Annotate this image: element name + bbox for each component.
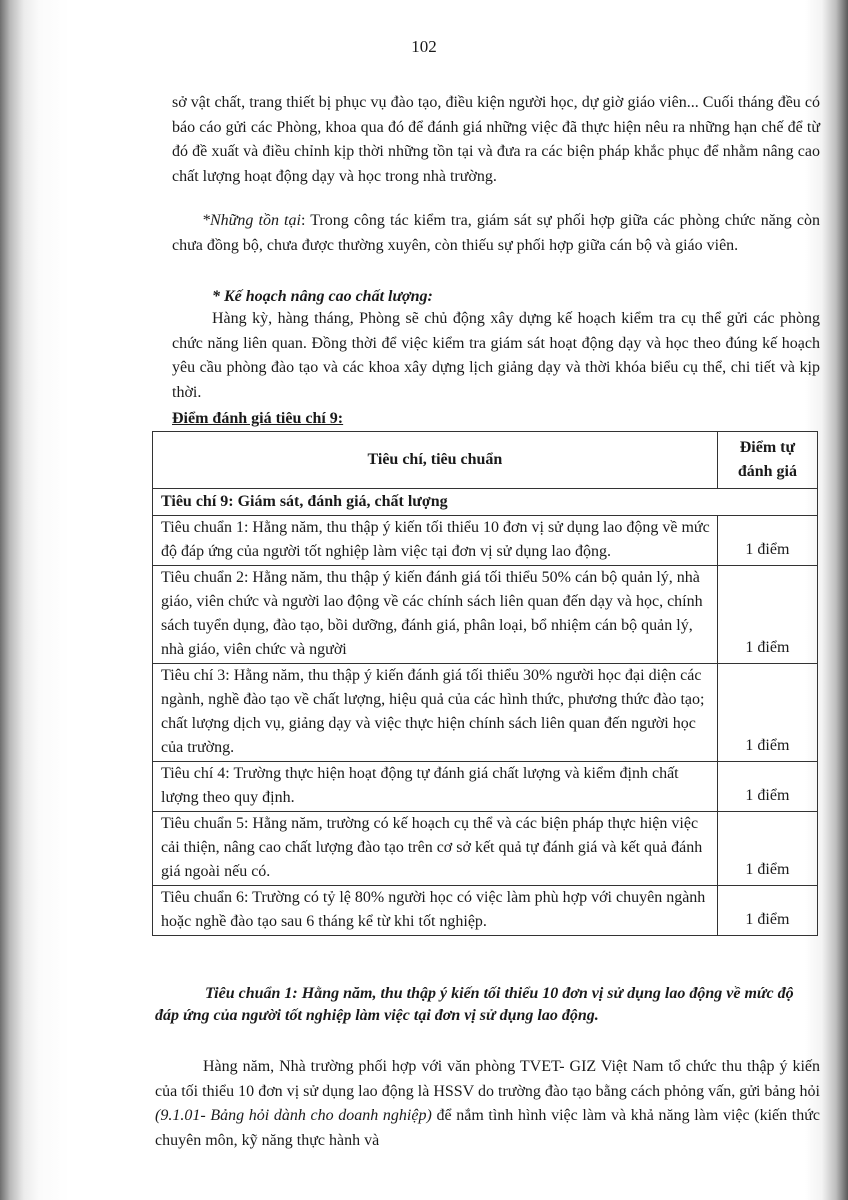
criterion-score: 1 điểm bbox=[717, 516, 817, 566]
criterion-score: 1 điểm bbox=[717, 762, 817, 812]
criterion-score: 1 điểm bbox=[717, 886, 817, 936]
criterion-text: Tiêu chuẩn 5: Hằng năm, trường có kế hoạch cụ thể và các biện pháp thực hiện việc cải thiện, nâng cao chất lượng đào tạo trên cơ sở kết quả tự đánh giá và kết quả đánh giá ngoài nếu có. bbox=[153, 812, 718, 886]
criterion-score: 1 điểm bbox=[717, 812, 817, 886]
score-column-header: Điểm tự đánh giá bbox=[717, 432, 817, 489]
table-group-row bbox=[153, 489, 818, 516]
intro-paragraph: sở vật chất, trang thiết bị phục vụ đào tạo, điều kiện người học, dự giờ giáo viên... Cuối tháng đều có báo cáo gửi các Phòng, khoa qua đó để đánh giá những việc đã thực hiện nêu ra những hạn chế để từ đó đề xuất và điều chỉnh kịp thời những tồn tại và đưa ra các biện pháp khắc phục để nhằm nâng cao chất lượng hoạt động dạy và học trong nhà trường. bbox=[172, 94, 820, 185]
criterion-score: 1 điểm bbox=[717, 664, 817, 762]
criterion-score: 1 điểm bbox=[717, 566, 817, 664]
plan-heading bbox=[172, 285, 820, 310]
table-row bbox=[153, 664, 818, 762]
table-row bbox=[153, 762, 818, 812]
criteria-table bbox=[152, 431, 818, 936]
table-header-row bbox=[153, 432, 818, 489]
criteria-column-header: Tiêu chí, tiêu chuẩn bbox=[153, 432, 718, 489]
closing-text-after: để nắm tình hình việc làm và khả năng làm việc (kiến thức chuyên môn, kỹ năng thực hành và bbox=[155, 1107, 820, 1149]
closing-paragraph bbox=[155, 1055, 820, 1153]
criterion-text: Tiêu chuẩn 6: Trường có tỷ lệ 80% người học có việc làm phù hợp với chuyên ngành hoặc nghề đào tạo sau 6 tháng kể từ khi tốt nghiệp. bbox=[153, 886, 718, 936]
table-row bbox=[153, 886, 818, 936]
criterion-text: Tiêu chuẩn 2: Hằng năm, thu thập ý kiến đánh giá tối thiểu 50% cán bộ quản lý, nhà giáo, viên chức và người lao động về các chính sách liên quan đến dạy và học, chính sách tuyển dụng, đào tạo, bồi dưỡng, đánh giá, phân loại, bổ nhiệm cán bộ quản lý, nhà giáo, viên chức và người bbox=[153, 566, 718, 664]
score-heading: Điểm đánh giá tiêu chí 9: bbox=[172, 410, 344, 427]
page-number: 102 bbox=[411, 37, 437, 56]
plan-heading-text: * Kế hoạch nâng cao chất lượng: bbox=[212, 288, 433, 305]
criterion-text: Tiêu chí 3: Hằng năm, thu thập ý kiến đánh giá tối thiểu 30% người học đại diện các ngành, nghề đào tạo về chất lượng, hiệu quả của các hình thức, phương thức đào tạo; chất lượng dịch vụ, giảng dạy và việc thực hiện chính sách liên quan đến người học của trường. bbox=[153, 664, 718, 762]
group-label: Tiêu chí 9: Giám sát, đánh giá, chất lượng bbox=[153, 489, 818, 516]
limitations-paragraph bbox=[172, 209, 820, 258]
plan-paragraph: Hàng kỳ, hàng tháng, Phòng sẽ chủ động xây dựng kế hoạch kiểm tra cụ thể gửi các phòng chức năng liên quan. Đồng thời để việc kiểm tra giám sát hoạt động dạy và học theo đúng kế hoạch yêu cầu phòng đào tạo và các khoa xây dựng lịch giảng dạy và thời khóa biểu cụ thể, chi tiết và kịp thời. bbox=[172, 310, 820, 401]
limitations-text: : Trong công tác kiểm tra, giám sát sự phối hợp giữa các phòng chức năng còn chưa đồng bộ, chưa được thường xuyên, còn thiếu sự phối hợp giữa cán bộ và giáo viên. bbox=[172, 212, 821, 254]
table-row bbox=[153, 566, 818, 664]
criterion-text: Tiêu chí 4: Trường thực hiện hoạt động tự đánh giá chất lượng và kiểm định chất lượng theo quy định. bbox=[153, 762, 718, 812]
closing-reference: (9.1.01- Bảng hỏi dành cho doanh nghiệp) bbox=[155, 1107, 432, 1124]
closing-text-before: Hàng năm, Nhà trường phối hợp với văn phòng TVET- GIZ Việt Nam tổ chức thu thập ý kiến của tối thiểu 10 đơn vị sử dụng lao động là HSSV do trường đào tạo bằng cách phỏng vấn, gửi bảng hỏi bbox=[155, 1058, 820, 1100]
standard-note: Tiêu chuẩn 1: Hằng năm, thu thập ý kiến tối thiểu 10 đơn vị sử dụng lao động về mức độ đáp ứng của người tốt nghiệp làm việc tại đơn vị sử dụng lao động. bbox=[155, 985, 794, 1024]
criterion-text: Tiêu chuẩn 1: Hằng năm, thu thập ý kiến tối thiểu 10 đơn vị sử dụng lao động về mức độ đáp ứng của người tốt nghiệp làm việc tại đơn vị sử dụng lao động. bbox=[153, 516, 718, 566]
table-row bbox=[153, 812, 818, 886]
table-row bbox=[153, 516, 818, 566]
limitations-label: *Những tồn tại bbox=[202, 212, 301, 229]
